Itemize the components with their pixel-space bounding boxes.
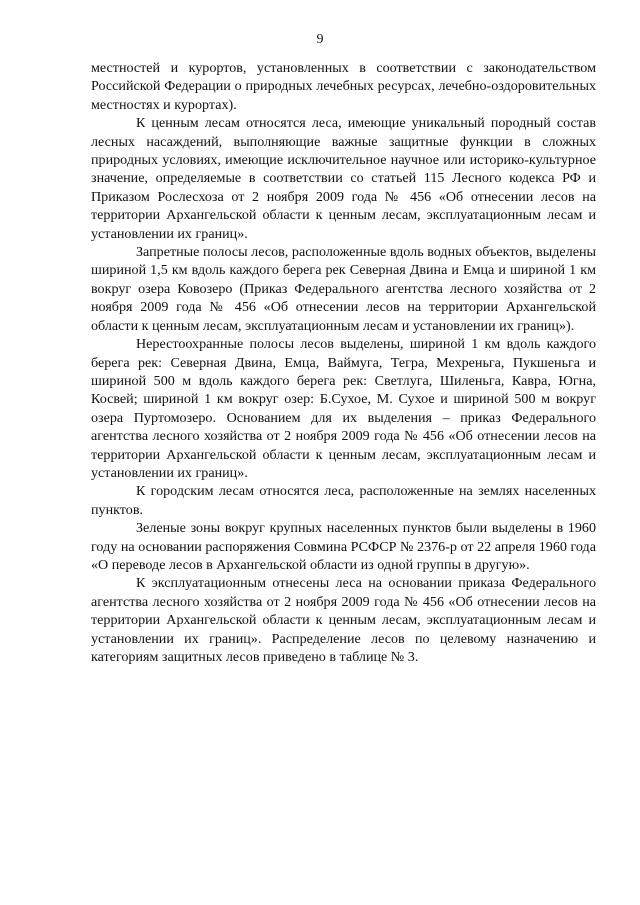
document-body — [91, 59, 596, 666]
paragraph-valuable-forests: К ценным лесам относятся леса, имеющие уникальный породный состав лесных насаждений, выполняющие важные защитные функции в сложных природных условиях, имеющие исключительное научное или историко-культурное значение, определяемые в соответствии со статьей 115 Лесного кодекса РФ и Приказом Рослесхоза от 2 ноября 2009 года № 456 «Об отнесении лесов на территории Архангельской области к ценным лесам, эксплуатационным лесам и установлении их границ». — [91, 115, 596, 242]
paragraph-spawning-protection: Нерестоохранные полосы лесов выделены, шириной 1 км вдоль каждого берега рек: Северная Двина, Емца, Ваймуга, Тегра, Мехреньга, Пукшеньга и шириной 500 м вдоль каждого берега рек: Светлуга, Шиленьга, Кавра, Югна, Косвей; шириной 1 км вокруг озер: Б.Сухое, М. Сухое и шириной 500 м вокруг озера Пуртомозеро. Основанием для их выделения – приказ Федерального агентства лесного хозяйства от 2 ноября 2009 года № 456 «Об отнесении лесов на территории Архангельской области к ценным лесам, эксплуатационным лесам и установлении их границ». — [91, 336, 596, 481]
page-number: 9 — [316, 32, 324, 47]
paragraph-urban-forests: К городским лесам относятся леса, расположенные на землях населенных пунктов. — [91, 483, 596, 518]
paragraph-operational-forests: К эксплуатационным отнесены леса на основании приказа Федерального агентства лесного хозяйства от 2 ноября 2009 года № 456 «Об отнесении лесов на территории Архангельской области к ценным лесам, эксплуатационным лесам и установлении их границ». Распределение лесов по целевому назначению и категориям защитных лесов приведено в таблице № 3. — [91, 575, 596, 665]
paragraph-green-zones: Зеленые зоны вокруг крупных населенных пунктов были выделены в 1960 году на основании распоряжения Совмина РСФСР № 2376-р от 22 апреля 1960 года «О переводе лесов в Архангельской области из одной группы в другую». — [91, 520, 596, 573]
paragraph-resorts-continuation: местностей и курортов, установленных в соответствии с законодательством Российской Федерации о природных лечебных ресурсах, лечебно-оздоровительных местностях и курортах). — [91, 60, 596, 113]
paragraph-restricted-strips: Запретные полосы лесов, расположенные вдоль водных объектов, выделены шириной 1,5 км вдоль каждого берега рек Северная Двина и Емца и шириной 1 км вокруг озера Ковозеро (Приказ Федерального агентства лесного хозяйства от 2 ноября 2009 года № 456 «Об отнесении лесов на территории Архангельской области к ценным лесам, эксплуатационным лесам и установлении их границ»). — [91, 244, 596, 334]
